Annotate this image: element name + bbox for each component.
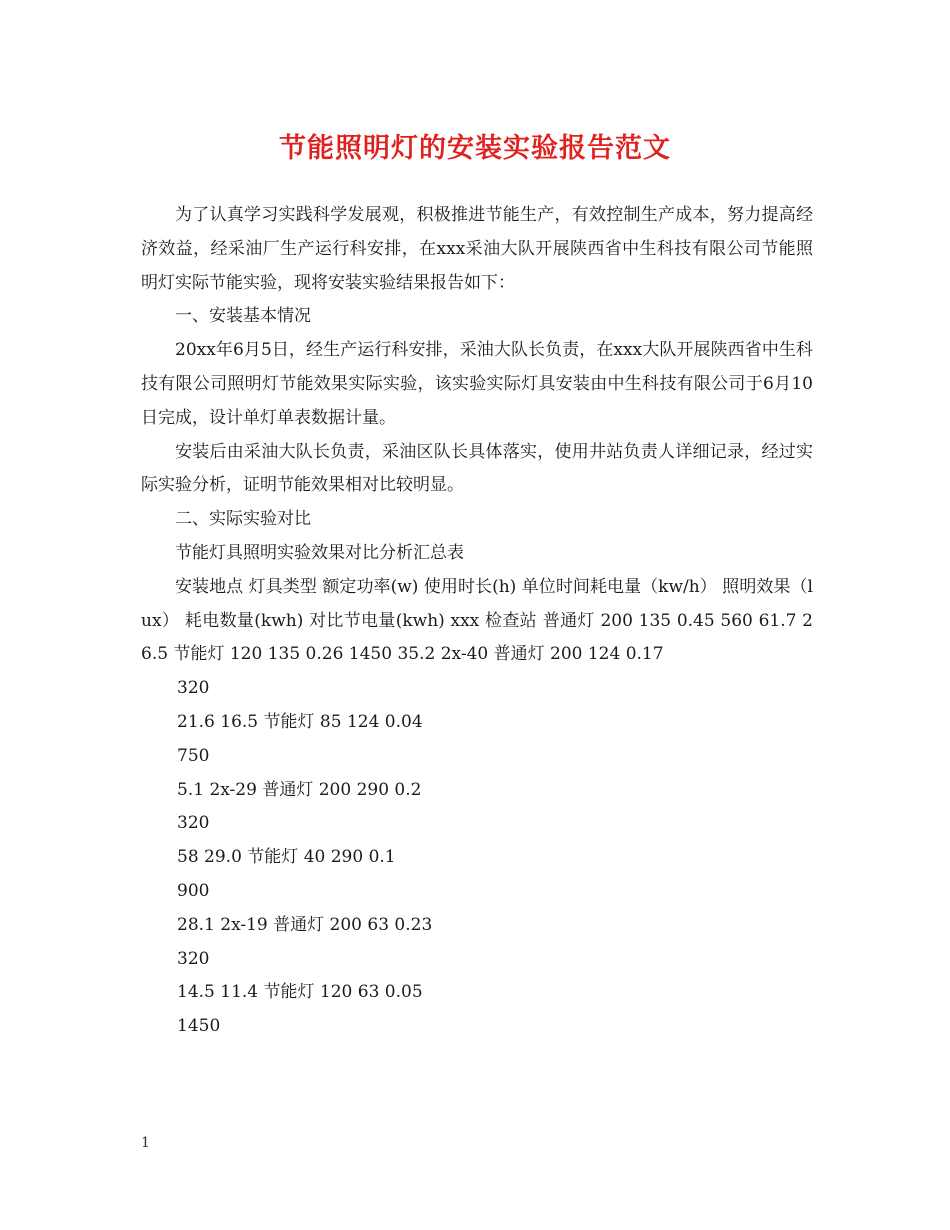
table-data-line: 58 29.0 节能灯 40 290 0.1 (177, 847, 396, 868)
table-data-line: 21.6 16.5 节能灯 85 124 0.04 (177, 711, 423, 732)
intro-paragraph: 为了认真学习实践科学发展观，积极推进节能生产，有效控制生产成本，努力提高经济效益，经采油厂生产运行科安排，在xxx采油大队开展陕西省中生科技有限公司节能照明灯实际节能实验，现将安装实验结果报告如下： (141, 205, 813, 293)
table-data-line: 320 (177, 678, 210, 699)
table-data-line: 14.5 11.4 节能灯 120 63 0.05 (177, 982, 423, 1003)
page-number: 1 (141, 1135, 150, 1151)
table-data-line: 5.1 2x-29 普通灯 200 290 0.2 (177, 779, 422, 800)
document-body (141, 199, 813, 1044)
table-caption: 节能灯具照明实验效果对比分析汇总表 (175, 542, 464, 563)
result-paragraph: 安装后由采油大队长负责，采油区队长具体落实，使用井站负责人详细记录，经过实际实验分析，证明节能效果相对比较明显。 (141, 441, 813, 496)
table-data-line: 1450 (177, 1016, 221, 1037)
basic-info-paragraph: 20xx年6月5日，经生产运行科安排，采油大队长负责，在xxx大队开展陕西省中生科技有限公司照明灯节能效果实际实验，该实验实际灯具安装由中生科技有限公司于6月10日完成，设计单灯单表数据计量。 (141, 340, 813, 428)
section-heading-comparison: 二、实际实验对比 (175, 509, 311, 530)
table-data-line: 28.1 2x-19 普通灯 200 63 0.23 (177, 914, 433, 935)
table-data-line: 750 (177, 745, 210, 766)
document-title: 节能照明灯的安装实验报告范文 (279, 133, 671, 164)
table-data-line: 320 (177, 948, 210, 969)
table-data-paragraph: 安装地点 灯具类型 额定功率(w) 使用时长(h) 单位时间耗电量（kw/h） 照明效果（lux） 耗电数量(kwh) 对比节电量(kwh) xxx 检查站 普通灯 200 135 0.45 560 61.7 26.5 节能灯 120 135 0.26 1450 35.2 2x-40 普通灯 200 124 0.17 (141, 576, 813, 665)
table-data-line: 320 (177, 813, 210, 834)
table-data-line: 900 (177, 880, 210, 901)
section-heading-basic-info: 一、安装基本情况 (175, 306, 311, 327)
